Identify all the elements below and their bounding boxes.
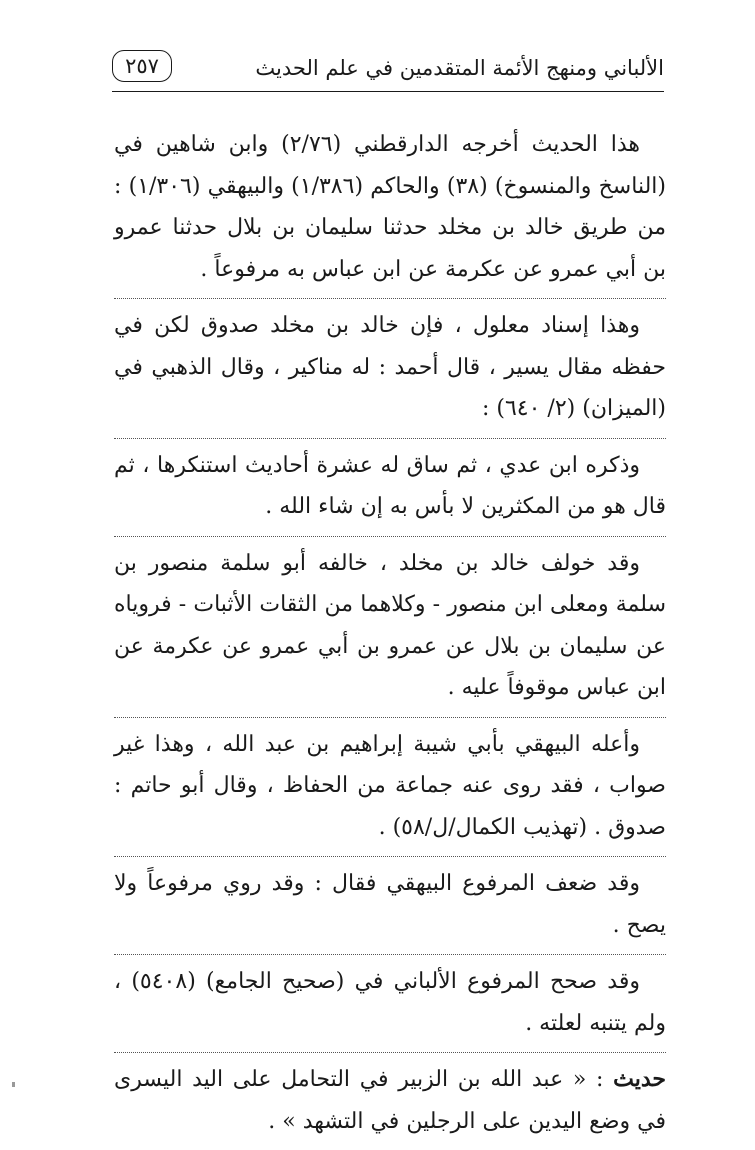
running-title: الألباني ومنهج الأئمة المتقدمين في علم الحديث bbox=[255, 56, 664, 80]
paragraph-divider bbox=[114, 438, 666, 439]
paragraph: وقد ضعف المرفوع البيهقي فقال : وقد روي مرفوعاً ولا يصح . bbox=[114, 871, 666, 938]
hadith-text: : « عبد الله بن الزبير في التحامل على اليد اليسرى في وضع اليدين على الرجلين في التشهد » . bbox=[114, 1067, 666, 1134]
body-text bbox=[114, 124, 666, 1150]
paragraph-divider bbox=[114, 856, 666, 857]
paragraph-divider bbox=[114, 717, 666, 718]
page-header bbox=[112, 50, 664, 92]
header-rule bbox=[112, 91, 664, 92]
paragraph: هذا الحديث أخرجه الدارقطني (٢/٧٦) وابن شاهين في (الناسخ والمنسوخ) (٣٨) والحاكم (١/٣٨٦) والبيهقي (١/٣٠٦) : من طريق خالد بن مخلد حدثنا سليمان بن بلال حدثنا عمرو بن أبي عمرو عن عكرمة عن ابن عباس به مرفوعاً . bbox=[114, 132, 666, 282]
hadith-heading-paragraph bbox=[114, 1059, 666, 1142]
scan-edge-mark bbox=[12, 1082, 15, 1087]
paragraph-divider bbox=[114, 298, 666, 299]
paragraph: وهذا إسناد معلول ، فإن خالد بن مخلد صدوق لكن في حفظه مقال يسير ، قال أحمد : له مناكير ، وقال الذهبي في (الميزان) (٢/ ٦٤٠) : bbox=[114, 313, 666, 421]
paragraph-divider bbox=[114, 954, 666, 955]
paragraph-divider bbox=[114, 1052, 666, 1053]
hadith-label: حديث bbox=[613, 1066, 666, 1092]
paragraph: وقد صحح المرفوع الألباني في (صحيح الجامع) (٥٤٠٨) ، ولم يتنبه لعلته . bbox=[114, 969, 666, 1036]
paragraph-divider bbox=[114, 536, 666, 537]
paragraph: وقد خولف خالد بن مخلد ، خالفه أبو سلمة منصور بن سلمة ومعلى ابن منصور - وكلاهما من الثقات الأثبات - فروياه عن سليمان بن بلال عن عمرو بن أبي عمرو عن عكرمة عن ابن عباس موقوفاً عليه . bbox=[114, 550, 666, 700]
paragraph: وذكره ابن عدي ، ثم ساق له عشرة أحاديث استنكرها ، ثم قال هو من المكثرين لا بأس به إن شاء الله . bbox=[114, 452, 666, 519]
page-number: ٢٥٧ bbox=[112, 50, 172, 82]
paragraph: وأعله البيهقي بأبي شيبة إبراهيم بن عبد الله ، وهذا غير صواب ، فقد روى عنه جماعة من الحفاظ ، وقال أبو حاتم : صدوق . (تهذيب الكمال/ل/٥٨) . bbox=[114, 731, 666, 840]
